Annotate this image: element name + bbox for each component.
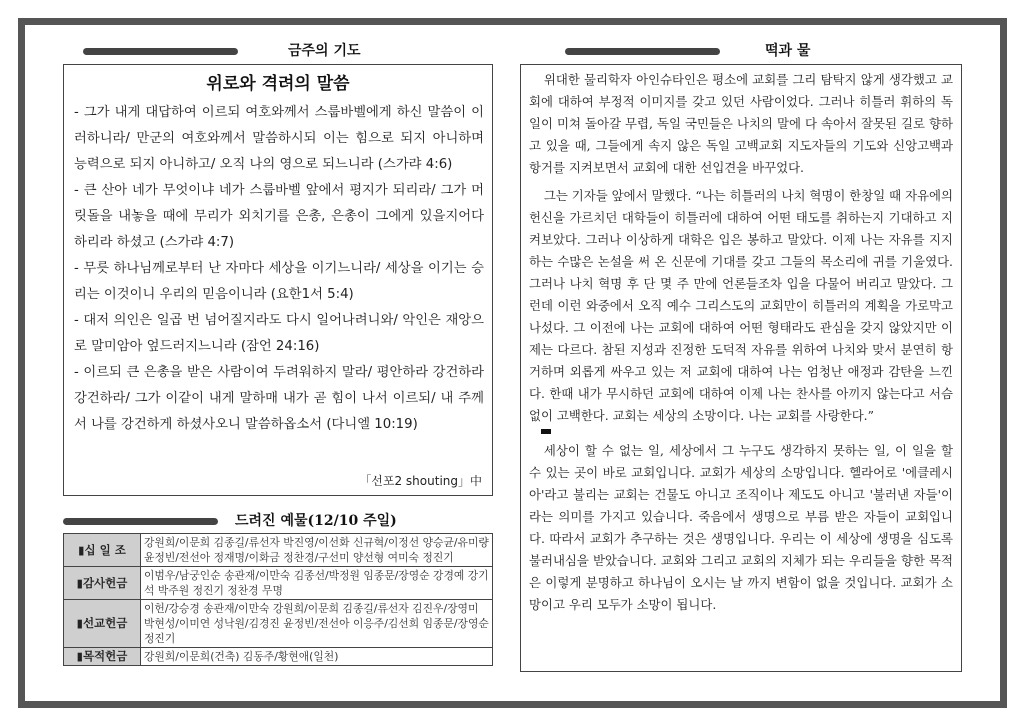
verse-item: - 그가 내게 대답하여 이르되 여호와께서 스룹바벨에게 하신 말씀이 이러하니라/ 만군의 여호와께서 말씀하시되 이는 힘으로 되지 아니하며 능력으로 되지 아니하고/ 오직 나의 영으로 되느니라 (스가랴 4:6) [74, 105, 484, 172]
verse-item: - 이르되 큰 은총을 받은 사람이여 두려워하지 말라/ 평안하라 강건하라 강건하라/ 그가 이같이 내게 말하매 내가 곧 힘이 나서 이르되/ 내 주께서 나를 강건하게 하셨사오니 말씀하옵소서 (다니엘 10:19) [74, 365, 484, 432]
offering-section-title: 드려진 예물(12/10 주일) [235, 513, 397, 529]
offering-category: ▮선교헌금 [64, 600, 141, 648]
offering-table [63, 533, 493, 666]
article-paragraph: 세상이 할 수 없는 일, 세상에서 그 누구도 생각하지 못하는 일, 이 일을 할 수 있는 곳이 바로 교회입니다. 교회가 세상의 소망입니다. 헬라어로 '에클레시아'라고 불리는 교회는 건물도 아니고 조직이나 제도도 아니고 '불러낸 자들'이라는 의미를 가지고 있습니다. 죽음에서 생명으로 부름 받은 자들이 교회입니다. 따라서 교회가 추구하는 것은 생명입니다. 우리는 이 세상에 생명을 심도록 불러내심을 받았습니다. 교회와 그리고 교회의 지체가 되는 우리들을 향한 목적은 이렇게 분명하고 하나님이 오시는 날 까지 변함이 없을 것입니다. 교회가 소망이고 우리 모두가 소망이 됩니다. [529, 443, 953, 612]
offering-table-wrap [63, 533, 493, 666]
article-box [520, 64, 962, 672]
verse-item: - 무릇 하나님께로부터 난 자마다 세상을 이기느니라/ 세상을 이기는 승리는 이것이니 우리의 믿음이니라 (요한1서 5:4) [74, 261, 484, 302]
table-row [64, 534, 493, 567]
offering-section-header [63, 510, 493, 532]
header-bar [565, 48, 720, 55]
prayer-section-title: 금주의 기도 [288, 43, 361, 59]
article-section-header [565, 40, 895, 62]
offering-names: 강원희/이문희(건축) 김동주/황현애(일천) [141, 648, 493, 666]
article-paragraph: 그는 기자들 앞에서 말했다. “나는 히틀러의 나치 혁명이 한창일 때 자유에의 헌신을 가르치던 대학들이 히틀러에 대하여 어떤 태도를 취하는지 기대하고 지켜보았다. 그러나 이상하게 대학은 입은 봉하고 말았다. 이제 나는 자유를 지지하는 수많은 논설을 써 온 신문에 기대를 갖고 그들의 목소리에 귀를 기울였다. 그러나 나치 혁명 후 단 몇 주 만에 언론들조차 입을 다물어 버리고 말았다. 그런데 이런 와중에서 오직 예수 그리스도의 교회만이 히틀러의 계획을 가로막고 나섰다. 그 이전에 나는 교회에 대하여 어떤 형태라도 관심을 갖지 않았지만 이제는 다르다. 참된 지성과 진정한 도덕적 자유를 위하여 나치와 맞서 분연히 항거하며 외롭게 싸우고 있는 저 교회에 대하여 나는 엄청난 애정과 감탄을 느낀다. 한때 내가 무시하던 교회에 대하여 이제 나는 찬사를 아끼지 않는다고 서슴없이 고백한다. 교회는 세상의 소망이다. 나는 교회를 사랑한다.” [529, 188, 953, 423]
offering-names: 이범우/남궁인순 송관재/이만숙 김종선/박정원 임종문/장영순 강경예 강기석 박주원 정진기 정찬경 무명 [141, 567, 493, 600]
offering-category: ▮목적헌금 [64, 648, 141, 666]
table-row [64, 648, 493, 666]
offering-names: 이헌/강승경 송관재/이만숙 강원희/이문희 김종길/류선자 김진우/장영미 박현성/이미연 성낙원/김경진 윤정빈/전선아 이응주/김선희 임종문/장영순 정진기 [141, 600, 493, 648]
verse-list [64, 100, 492, 438]
article-section-title: 떡과 물 [765, 43, 811, 59]
prayer-box [63, 64, 493, 496]
prayer-section-header [83, 40, 463, 62]
article-paragraph: 위대한 물리학자 아인슈타인은 평소에 교회를 그리 탐탁지 않게 생각했고 교회에 대하여 부정적 이미지를 갖고 있던 사람이었다. 그러나 히틀러 휘하의 독일이 미쳐 돌아갈 무렵, 독일 국민들은 나치의 말에 다 속아서 잘못된 길로 향하고 있을 때, 그들에게 속지 않은 독일 고백교회 지도자들의 기도와 신앙고백과 항거를 지켜보면서 교회에 대한 선입견을 바꾸었다. [529, 72, 953, 175]
offering-category: ▮십 일 조 [64, 534, 141, 567]
verse-item: - 큰 산아 네가 무엇이냐 네가 스룹바벨 앞에서 평지가 되리라/ 그가 머릿돌을 내놓을 때에 무리가 외치기를 은총, 은총이 그에게 있을지어다 하리라 하셨고 (스가랴 4:7) [74, 183, 484, 250]
table-row [64, 600, 493, 648]
header-bar [83, 48, 238, 55]
table-row [64, 567, 493, 600]
offering-category: ▮감사헌금 [64, 567, 141, 600]
offering-names: 강원희/이문희 김종길/류선자 박진영/이선화 신규혁/이정선 양승균/유미량 윤정빈/전선아 정재명/이화금 정찬경/구선미 양선형 여미숙 정진기 [141, 534, 493, 567]
header-bar [63, 518, 218, 525]
prayer-heading: 위로와 격려의 말씀 [206, 74, 350, 94]
verse-item: - 대저 의인은 일곱 번 넘어질지라도 다시 일어나려니와/ 악인은 재앙으로 말미암아 엎드러지느니라 (잠언 24:16) [74, 313, 484, 354]
prayer-source: 「선포2 shouting」中 [359, 474, 482, 488]
